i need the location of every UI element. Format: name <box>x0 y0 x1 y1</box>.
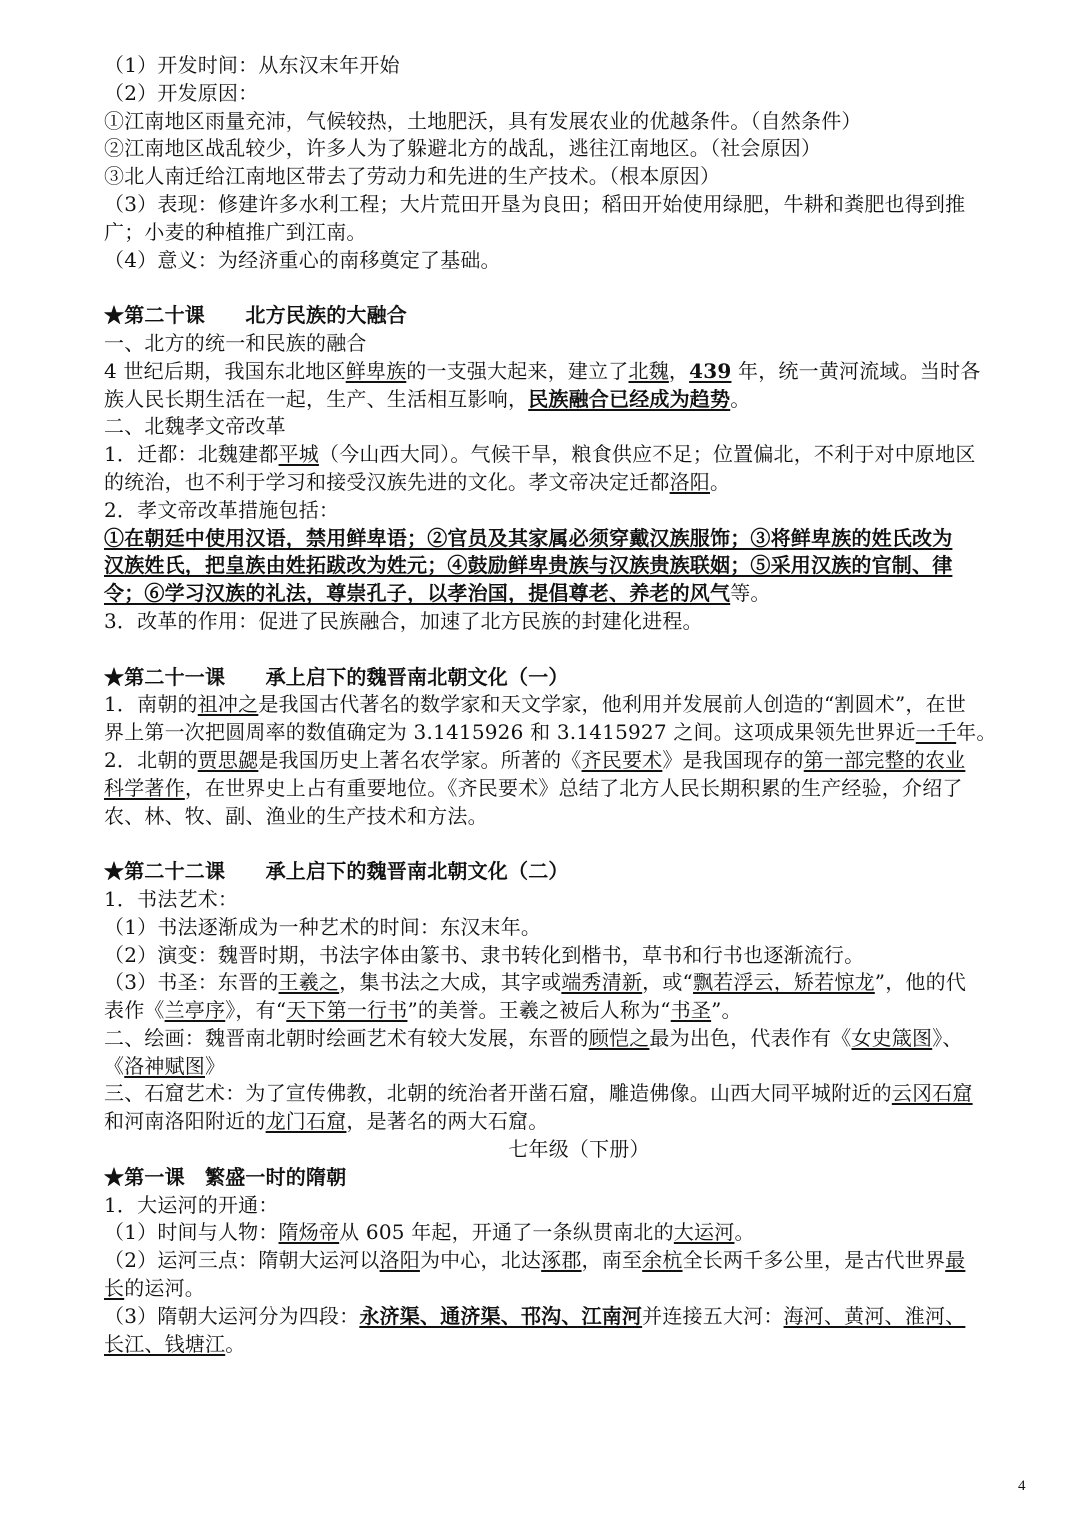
emphasized-text: 平城 <box>278 442 319 467</box>
emphasized-text: 北魏 <box>628 358 669 383</box>
line-text: 三、石窟艺术：为了宣传佛教，北朝的统治者开凿石窟，雕造佛像。山西大同平城附近的 <box>104 1081 892 1106</box>
text-line <box>104 691 1034 719</box>
emphasized-text: 永济渠、通济渠、邗沟、江南河 <box>359 1303 643 1328</box>
emphasized-text: 飘若浮云，矫若惊龙 <box>692 970 875 995</box>
emphasized-text: 云冈石窟 <box>891 1081 973 1106</box>
text-line <box>104 1192 1034 1220</box>
text-line <box>104 247 1034 275</box>
line-text: 》是我国现存的 <box>662 747 804 772</box>
emphasized-text: 第一部完整的农业 <box>803 747 966 772</box>
emphasized-text: 最 <box>945 1248 966 1273</box>
page-number: 4 <box>1018 1478 1026 1494</box>
line-text: ，南至 <box>581 1248 643 1273</box>
line-text: 。 <box>710 469 731 494</box>
line-text: 族人民长期生活在一起，生产、生活相互影响， <box>104 386 529 411</box>
line-text: 》，有“ <box>225 998 287 1023</box>
text-line <box>104 580 1034 608</box>
line-text: 年，统一黄河流域。当时各 <box>731 358 981 383</box>
emphasized-text: 王羲之 <box>278 970 340 995</box>
emphasized-text: 女史箴图 <box>851 1025 933 1050</box>
line-text: （4）意义：为经济重心的南移奠定了基础。 <box>104 247 501 272</box>
text-line <box>104 803 1034 831</box>
emphasized-text: 一千 <box>915 720 957 745</box>
line-text: 是我国历史上著名农学家。所著的《 <box>258 747 582 772</box>
text-line <box>104 219 1034 247</box>
line-text: 1．南朝的 <box>104 692 198 717</box>
emphasized-text: 隋炀帝 <box>278 1220 340 1245</box>
line-text: 二、绘画：魏晋南北朝时绘画艺术有较大发展，东晋的 <box>104 1025 589 1050</box>
section-title <box>104 1136 1034 1164</box>
line-text: 界上第一次把圆周率的数值确定为 3.1415926 和 3.1415927 之间。这项成果领先世界近 <box>104 720 916 745</box>
emphasized-text: ①在朝廷中使用汉语，禁用鲜卑语；②官员及其家属必须穿戴汉族服饰；③将鲜卑族的姓氏改为 <box>104 525 953 550</box>
line-text: 1．大运河的开通： <box>104 1192 279 1217</box>
line-text: （2）演变：魏晋时期，书法字体由篆书、隶书转化到楷书，草书和行书也逐渐流行。 <box>104 942 865 967</box>
blank-line <box>104 636 1034 664</box>
line-text: 为中心，北达 <box>419 1248 542 1273</box>
text-line <box>104 108 1034 136</box>
emphasized-text: 令；⑥学习汉族的礼法，尊崇孔子，以孝治国，提倡尊老、养老的风气 <box>104 581 731 606</box>
line-text: （3）表现：修建许多水利工程；大片荒田开垦为良田；稻田开始使用绿肥，牛耕和粪肥也得到推 <box>104 191 966 216</box>
text-line <box>104 1053 1034 1081</box>
text-line <box>104 1108 1034 1136</box>
text-line <box>104 191 1034 219</box>
lesson-heading <box>104 1164 1034 1192</box>
line-text: 最为出色，代表作有《 <box>649 1025 852 1050</box>
emphasized-text: 祖冲之 <box>197 692 259 717</box>
emphasized-text: 大运河 <box>673 1220 735 1245</box>
line-text: （1）书法逐渐成为一种艺术的时间：东汉末年。 <box>104 914 542 939</box>
text-line <box>104 608 1034 636</box>
emphasized-text: 长 <box>104 1276 125 1301</box>
line-text: ， <box>668 358 690 383</box>
text-line <box>104 135 1034 163</box>
emphasized-text: 端秀清新 <box>561 970 643 995</box>
text-line <box>104 1303 1034 1331</box>
line-text: 1．迁都：北魏建都 <box>104 442 279 467</box>
line-text: 表作《 <box>104 998 165 1023</box>
emphasized-text: 海河、黄河、淮河、 <box>783 1303 966 1328</box>
emphasized-text: 齐民要术 <box>581 747 663 772</box>
line-text: ，在世界史上占有重要地位。《齐民要术》总结了北方人民长期积累的生产经验，介绍了 <box>184 775 963 800</box>
line-text: （3）隋朝大运河分为四段： <box>104 1303 360 1328</box>
line-text: 全长两千多公里，是古代世界 <box>682 1248 946 1273</box>
line-text: 》 <box>205 1053 226 1078</box>
text-line <box>104 413 1034 441</box>
blank-line <box>104 830 1034 858</box>
line-text: （1）开发时间：从东汉末年开始 <box>104 53 400 77</box>
lesson-heading <box>104 858 1034 886</box>
text-line <box>104 330 1034 358</box>
text-line <box>104 497 1034 525</box>
line-text: （2）运河三点：隋朝大运河以 <box>104 1248 380 1273</box>
text-line <box>104 969 1034 997</box>
line-text: 《 <box>104 1053 125 1078</box>
line-text: 七年级（下册） <box>508 1137 650 1162</box>
emphasized-text: 鲜卑族 <box>345 358 407 383</box>
text-line <box>104 1275 1034 1303</box>
emphasized-text: 涿郡 <box>541 1248 582 1273</box>
text-line <box>104 1025 1034 1053</box>
emphasized-text: 长江、钱塘江 <box>104 1331 226 1356</box>
line-text: 2．北朝的 <box>104 747 198 772</box>
line-text: 从 605 年起，开通了一条纵贯南北的 <box>339 1220 674 1245</box>
emphasized-text: 汉族姓氏，把皇族由姓拓跋改为姓元；④鼓励鲜卑贵族与汉族贵族联姻；⑤采用汉族的官制、律 <box>104 553 953 578</box>
line-text: 的运河。 <box>124 1276 206 1301</box>
emphasized-text: 书圣 <box>670 998 712 1023</box>
emphasized-text: 顾恺之 <box>588 1025 650 1050</box>
line-text: ③北人南迁给江南地区带去了劳动力和先进的生产技术。（根本原因） <box>104 164 721 189</box>
line-text: 。 <box>225 1331 246 1356</box>
line-text: 广；小麦的种植推广到江南。 <box>104 219 367 244</box>
line-text: ”，他的代 <box>874 970 967 995</box>
text-line <box>104 1080 1034 1108</box>
emphasized-text: 洛神赋图 <box>124 1053 206 1078</box>
line-text: ，或“ <box>642 970 693 995</box>
text-line <box>104 942 1034 970</box>
lesson-heading <box>104 302 1034 330</box>
line-text: ①江南地区雨量充沛，气候较热，土地肥沃，具有发展农业的优越条件。（自然条件） <box>104 108 862 133</box>
line-text: ★第二十课 北方民族的大融合 <box>104 303 407 328</box>
text-line <box>104 1219 1034 1247</box>
line-text: 。 <box>730 386 751 411</box>
text-line <box>104 386 1034 414</box>
line-text: ★第二十二课 承上启下的魏晋南北朝文化（二） <box>104 859 569 884</box>
emphasized-text: 龙门石窟 <box>265 1109 347 1134</box>
emphasized-text: 439 <box>689 358 732 383</box>
line-text: 的统治，也不利于学习和接受汉族先进的文化。孝文帝决定迁都 <box>104 469 670 494</box>
line-text: 一、北方的统一和民族的融合 <box>104 330 367 355</box>
line-text: ，集书法之大成，其字或 <box>339 970 562 995</box>
emphasized-text: 贾思勰 <box>197 747 259 772</box>
line-text: ”的美誉。王羲之被后人称为“ <box>407 998 671 1023</box>
text-line <box>104 1247 1034 1275</box>
text-line <box>104 469 1034 497</box>
line-text: （今山西大同）。气候干旱，粮食供应不足；位置偏北，不利于对中原地区 <box>318 442 976 467</box>
line-text: （3）书圣：东晋的 <box>104 970 279 995</box>
document-page <box>104 52 1034 1358</box>
text-line <box>104 441 1034 469</box>
line-text: 1．书法艺术： <box>104 886 239 911</box>
line-text: 二、北魏孝文帝改革 <box>104 414 286 439</box>
blank-line <box>104 274 1034 302</box>
emphasized-text: 民族融合已经成为趋势 <box>528 386 731 411</box>
line-text: ”。 <box>711 998 742 1023</box>
text-line <box>104 52 1034 80</box>
lesson-heading <box>104 664 1034 692</box>
text-line <box>104 997 1034 1025</box>
line-text: 4 世纪后期，我国东北地区 <box>104 358 346 383</box>
text-line <box>104 525 1034 553</box>
text-line <box>104 886 1034 914</box>
line-text: ★第一课 繁盛一时的隋朝 <box>104 1164 347 1189</box>
line-text: 等。 <box>730 581 771 606</box>
line-text: 的一支强大起来，建立了 <box>406 358 629 383</box>
emphasized-text: 天下第一行书 <box>286 998 408 1023</box>
line-text: 农、林、牧、副、渔业的生产技术和方法。 <box>104 803 488 828</box>
line-text: （1）时间与人物： <box>104 1220 279 1245</box>
line-text: 是我国古代著名的数学家和天文学家，他利用并发展前人创造的“割圆术”，在世 <box>258 692 966 717</box>
line-text: 年。 <box>956 720 997 745</box>
text-line <box>104 80 1034 108</box>
text-line <box>104 914 1034 942</box>
line-text: ★第二十一课 承上启下的魏晋南北朝文化（一） <box>104 664 569 689</box>
emphasized-text: 兰亭序 <box>164 998 226 1023</box>
line-text: ，是著名的两大石窟。 <box>346 1109 549 1134</box>
text-line <box>104 1331 1034 1359</box>
emphasized-text: 洛阳 <box>669 469 711 494</box>
text-line <box>104 719 1034 747</box>
text-line <box>104 358 1034 386</box>
line-text: 》、 <box>932 1025 963 1050</box>
line-text: 。 <box>734 1220 755 1245</box>
emphasized-text: 科学著作 <box>104 775 185 800</box>
emphasized-text: 余杭 <box>642 1248 683 1273</box>
text-line <box>104 552 1034 580</box>
line-text: 3．改革的作用：促进了民族融合，加速了北方民族的封建化进程。 <box>104 608 703 633</box>
line-text: ②江南地区战乱较少，许多人为了躲避北方的战乱，逃往江南地区。（社会原因） <box>104 136 822 161</box>
text-line <box>104 163 1034 191</box>
line-text: 和河南洛阳附近的 <box>104 1109 266 1134</box>
line-text: （2）开发原因： <box>104 80 259 105</box>
line-text: 并连接五大河： <box>642 1303 784 1328</box>
text-line <box>104 775 1034 803</box>
line-text: 2．孝文帝改革措施包括： <box>104 497 340 522</box>
text-line <box>104 747 1034 775</box>
emphasized-text: 洛阳 <box>379 1248 420 1273</box>
